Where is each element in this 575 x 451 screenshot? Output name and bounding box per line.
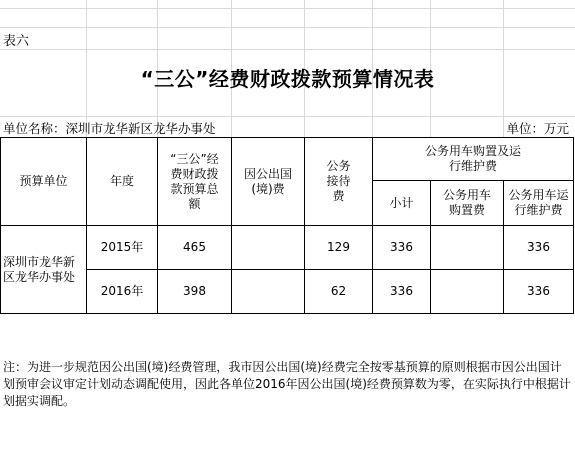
header-purchase: 公务用车购置费 <box>431 181 504 226</box>
header-abroad: 因公出国(境)费 <box>232 138 305 226</box>
gridline <box>0 116 575 117</box>
gridline <box>0 49 575 50</box>
header-total: “三公”经费财政拨款预算总额 <box>158 138 232 226</box>
cell-reception: 62 <box>305 270 373 314</box>
sheet-label: 表六 <box>3 34 30 49</box>
cell-abroad <box>232 226 305 270</box>
cell-subtotal: 336 <box>373 270 431 314</box>
cell-maintenance: 336 <box>504 226 574 270</box>
cell-total: 398 <box>158 270 232 314</box>
header-maintenance: 公务用车运行维护费 <box>504 181 574 226</box>
header-reception: 公务接待费 <box>305 138 373 226</box>
page-title: “三公”经费财政拨款预算情况表 <box>140 67 435 91</box>
gridline <box>0 27 575 28</box>
cell-abroad <box>232 270 305 314</box>
cell-unit: 深圳市龙华新区龙华办事处 <box>1 226 87 314</box>
footnote: 注：为进一步规范因公出国(境)经费管理，我市因公出国(境)经费完全按零基预算的原则根据市因公出国计划预审会议审定计划动态调配使用，因此各单位2016年因公出国(境)经费预算数为零，在实际执行中根据计划据实调配。 <box>3 360 571 408</box>
cell-year: 2016年 <box>87 270 158 314</box>
cell-total: 465 <box>158 226 232 270</box>
cell-purchase <box>431 270 504 314</box>
header-subtotal: 小计 <box>373 181 431 226</box>
unit-measure: 单位：万元 <box>506 121 569 136</box>
cell-year: 2015年 <box>87 226 158 270</box>
gridline <box>0 8 575 9</box>
header-year: 年度 <box>87 138 158 226</box>
unit-name: 单位名称：深圳市龙华新区龙华办事处 <box>3 121 216 136</box>
header-vehicle-group: 公务用车购置及运行维护费 <box>373 138 574 181</box>
table-row <box>1 226 574 270</box>
cell-maintenance: 336 <box>504 270 574 314</box>
budget-table <box>0 137 574 314</box>
cell-reception: 129 <box>305 226 373 270</box>
cell-purchase <box>431 226 504 270</box>
cell-subtotal: 336 <box>373 226 431 270</box>
table-row <box>1 270 574 314</box>
header-unit: 预算单位 <box>1 138 87 226</box>
